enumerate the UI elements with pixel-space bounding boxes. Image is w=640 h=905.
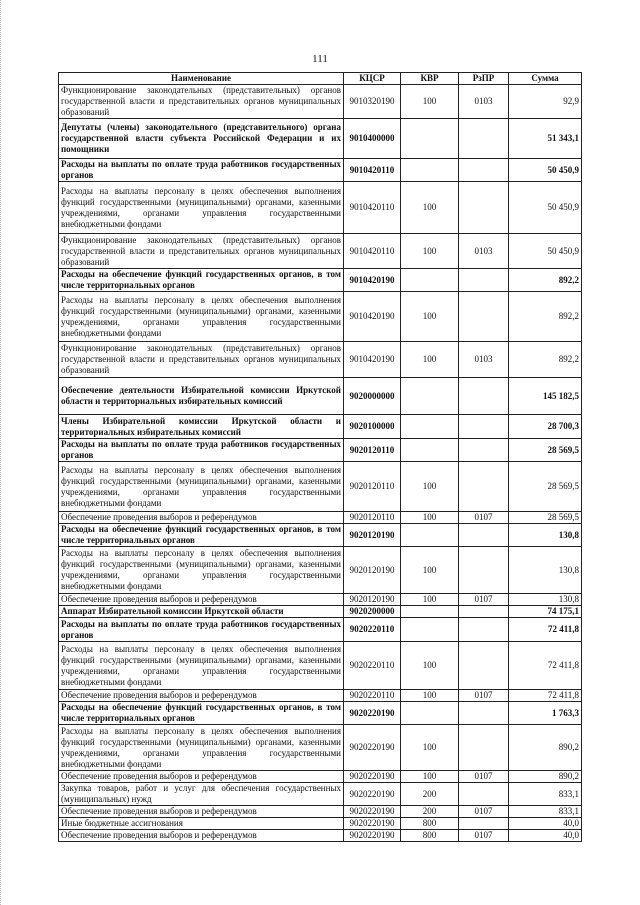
table-row <box>59 606 582 618</box>
cell-kcsr: 9010420190 <box>344 292 401 342</box>
cell-name: Иные бюджетные ассигнования <box>59 818 344 830</box>
page-number: 111 <box>312 53 328 65</box>
header-name: Наименование <box>59 73 344 85</box>
cell-rzpr <box>459 783 509 806</box>
cell-name: Расходы на выплаты персоналу в целях обеспечения выполнения функций государственными (муниципальными) органами, казенными учреждениями, органами управления государственными внебюджетными фондами <box>59 292 344 342</box>
cell-kvr <box>401 702 459 725</box>
cell-kvr: 100 <box>401 234 459 269</box>
cell-kcsr: 9020120190 <box>344 594 401 606</box>
cell-sum: 890,2 <box>509 771 582 783</box>
cell-name: Расходы на выплаты персоналу в целях обеспечения выполнения функций государственными (муниципальными) органами, казенными учреждениями, органами управления государственными внебюджетными фондами <box>59 182 344 234</box>
cell-kcsr: 9020100000 <box>344 415 401 439</box>
cell-sum: 1 763,3 <box>509 702 582 725</box>
cell-name: Расходы на выплаты по оплате труда работников государственных органов <box>59 159 344 182</box>
cell-sum: 50 450,9 <box>509 234 582 269</box>
cell-kcsr: 9020220190 <box>344 806 401 818</box>
cell-rzpr <box>459 119 509 159</box>
table-row <box>59 771 582 783</box>
cell-sum: 28 700,3 <box>509 415 582 439</box>
table-header-row <box>59 73 582 85</box>
cell-rzpr <box>459 159 509 182</box>
cell-sum: 892,2 <box>509 342 582 378</box>
cell-kvr: 100 <box>401 85 459 119</box>
cell-sum: 145 182,5 <box>509 378 582 415</box>
cell-rzpr: 0107 <box>459 830 509 842</box>
table-row <box>59 618 582 642</box>
cell-name: Расходы на выплаты по оплате труда работников государственных органов <box>59 439 344 462</box>
header-kvr: КВР <box>401 73 459 85</box>
cell-kcsr: 9020120190 <box>344 547 401 594</box>
cell-kcsr: 9020220110 <box>344 642 401 690</box>
cell-kcsr: 9010400000 <box>344 119 401 159</box>
cell-name: Обеспечение проведения выборов и референдумов <box>59 690 344 702</box>
cell-name: Функционирование законодательных (представительных) органов государственной власти и представительных органов муниципальных образований <box>59 234 344 269</box>
cell-sum: 890,2 <box>509 725 582 771</box>
cell-kcsr: 9020000000 <box>344 378 401 415</box>
cell-kcsr: 9010420110 <box>344 182 401 234</box>
cell-sum: 833,1 <box>509 783 582 806</box>
cell-name: Расходы на выплаты персоналу в целях обеспечения выполнения функций государственными (муниципальными) органами, казенными учреждениями, органами управления государственными внебюджетными фондами <box>59 462 344 512</box>
cell-sum: 28 569,5 <box>509 462 582 512</box>
table-row <box>59 462 582 512</box>
cell-rzpr: 0107 <box>459 771 509 783</box>
cell-name: Расходы на обеспечение функций государственных органов, в том числе территориальных органов <box>59 269 344 292</box>
cell-sum: 833,1 <box>509 806 582 818</box>
cell-name: Обеспечение проведения выборов и референдумов <box>59 806 344 818</box>
cell-kcsr: 9010420110 <box>344 234 401 269</box>
table-row <box>59 182 582 234</box>
table-row <box>59 524 582 547</box>
cell-sum: 50 450,9 <box>509 159 582 182</box>
cell-kvr: 100 <box>401 512 459 524</box>
cell-rzpr: 0103 <box>459 85 509 119</box>
table-row <box>59 85 582 119</box>
cell-rzpr <box>459 182 509 234</box>
cell-kvr: 100 <box>401 771 459 783</box>
table-row <box>59 512 582 524</box>
table-row <box>59 642 582 690</box>
cell-rzpr: 0107 <box>459 512 509 524</box>
cell-name: Расходы на выплаты персоналу в целях обеспечения выполнения функций государственными (муниципальными) органами, казенными учреждениями, органами управления государственными внебюджетными фондами <box>59 642 344 690</box>
cell-name: Члены Избирательной комиссии Иркутской области и территориальных избирательных комиссий <box>59 415 344 439</box>
cell-rzpr <box>459 439 509 462</box>
cell-kvr <box>401 159 459 182</box>
cell-rzpr <box>459 378 509 415</box>
cell-name: Обеспечение проведения выборов и референдумов <box>59 594 344 606</box>
cell-rzpr <box>459 642 509 690</box>
cell-sum: 72 411,8 <box>509 618 582 642</box>
cell-rzpr <box>459 702 509 725</box>
cell-rzpr <box>459 606 509 618</box>
cell-kcsr: 9020220190 <box>344 818 401 830</box>
cell-sum: 130,8 <box>509 547 582 594</box>
table-row <box>59 690 582 702</box>
cell-kvr: 800 <box>401 830 459 842</box>
cell-kvr <box>401 119 459 159</box>
header-kcsr: КЦСР <box>344 73 401 85</box>
cell-rzpr <box>459 618 509 642</box>
cell-rzpr <box>459 415 509 439</box>
table-row <box>59 594 582 606</box>
table-row <box>59 783 582 806</box>
table-row <box>59 725 582 771</box>
table-row <box>59 342 582 378</box>
cell-kvr <box>401 439 459 462</box>
cell-name: Функционирование законодательных (представительных) органов государственной власти и представительных органов муниципальных образований <box>59 342 344 378</box>
cell-rzpr <box>459 462 509 512</box>
cell-kvr <box>401 618 459 642</box>
cell-sum: 892,2 <box>509 292 582 342</box>
cell-kcsr: 9020220190 <box>344 830 401 842</box>
cell-kvr: 100 <box>401 690 459 702</box>
cell-rzpr <box>459 547 509 594</box>
cell-kvr: 100 <box>401 725 459 771</box>
cell-kvr: 100 <box>401 292 459 342</box>
cell-rzpr: 0103 <box>459 342 509 378</box>
cell-kvr <box>401 415 459 439</box>
cell-name: Обеспечение проведения выборов и референдумов <box>59 512 344 524</box>
cell-sum: 72 411,8 <box>509 642 582 690</box>
cell-kcsr: 9010420110 <box>344 159 401 182</box>
cell-kvr: 100 <box>401 594 459 606</box>
header-sum: Сумма <box>509 73 582 85</box>
cell-kvr: 100 <box>401 342 459 378</box>
cell-kcsr: 9020120110 <box>344 512 401 524</box>
cell-sum: 74 175,1 <box>509 606 582 618</box>
cell-name: Расходы на выплаты персоналу в целях обеспечения выполнения функций государственными (муниципальными) органами, казенными учреждениями, органами управления государственными внебюджетными фондами <box>59 725 344 771</box>
table-row <box>59 830 582 842</box>
table-row <box>59 818 582 830</box>
cell-sum: 51 343,1 <box>509 119 582 159</box>
cell-name: Расходы на выплаты персоналу в целях обеспечения выполнения функций государственными (муниципальными) органами, казенными учреждениями, органами управления государственными внебюджетными фондами <box>59 547 344 594</box>
cell-rzpr: 0103 <box>459 234 509 269</box>
cell-kcsr: 9020220190 <box>344 771 401 783</box>
cell-name: Закупка товаров, работ и услуг для обеспечения государственных (муниципальных) нужд <box>59 783 344 806</box>
cell-kvr <box>401 269 459 292</box>
table-row <box>59 269 582 292</box>
cell-kvr <box>401 606 459 618</box>
table-row <box>59 415 582 439</box>
cell-kvr: 100 <box>401 182 459 234</box>
cell-sum: 892,2 <box>509 269 582 292</box>
cell-kvr: 100 <box>401 642 459 690</box>
cell-name: Расходы на обеспечение функций государственных органов, в том числе территориальных органов <box>59 702 344 725</box>
cell-sum: 130,8 <box>509 594 582 606</box>
table-row <box>59 119 582 159</box>
cell-kcsr: 9020220190 <box>344 783 401 806</box>
cell-sum: 72 411,8 <box>509 690 582 702</box>
cell-kcsr: 9020220190 <box>344 702 401 725</box>
table-row <box>59 292 582 342</box>
cell-rzpr <box>459 269 509 292</box>
cell-kcsr: 9020120110 <box>344 462 401 512</box>
cell-kvr: 800 <box>401 818 459 830</box>
cell-kcsr: 9010420190 <box>344 269 401 292</box>
cell-kvr <box>401 524 459 547</box>
table-row <box>59 234 582 269</box>
cell-kcsr: 9010320190 <box>344 85 401 119</box>
cell-name: Депутаты (члены) законодательного (представительного) органа государственной власти субъекта Российской Федерации и их помощники <box>59 119 344 159</box>
cell-kvr: 200 <box>401 783 459 806</box>
cell-name: Расходы на выплаты по оплате труда работников государственных органов <box>59 618 344 642</box>
table-row <box>59 159 582 182</box>
cell-name: Аппарат Избирательной комиссии Иркутской области <box>59 606 344 618</box>
cell-name: Обеспечение деятельности Избирательной комиссии Иркутской области и территориальных избирательных комиссий <box>59 378 344 415</box>
cell-kvr: 100 <box>401 462 459 512</box>
cell-kvr: 100 <box>401 547 459 594</box>
table-row <box>59 378 582 415</box>
cell-rzpr: 0107 <box>459 690 509 702</box>
cell-sum: 92,9 <box>509 85 582 119</box>
cell-rzpr <box>459 524 509 547</box>
header-rzpr: РзПР <box>459 73 509 85</box>
cell-rzpr: 0107 <box>459 806 509 818</box>
cell-kvr: 200 <box>401 806 459 818</box>
cell-rzpr <box>459 292 509 342</box>
cell-sum: 130,8 <box>509 524 582 547</box>
table-row <box>59 439 582 462</box>
cell-kcsr: 9020220110 <box>344 690 401 702</box>
table-body <box>59 85 582 842</box>
cell-name: Расходы на обеспечение функций государственных органов, в том числе территориальных органов <box>59 524 344 547</box>
cell-kcsr: 9020200000 <box>344 606 401 618</box>
cell-kcsr: 9010420190 <box>344 342 401 378</box>
cell-rzpr <box>459 725 509 771</box>
cell-sum: 40,0 <box>509 830 582 842</box>
cell-kcsr: 9020120190 <box>344 524 401 547</box>
cell-sum: 28 569,5 <box>509 512 582 524</box>
cell-sum: 50 450,9 <box>509 182 582 234</box>
cell-rzpr <box>459 818 509 830</box>
cell-kcsr: 9020220110 <box>344 618 401 642</box>
cell-sum: 40,0 <box>509 818 582 830</box>
budget-table <box>58 72 582 842</box>
scan-edge <box>0 0 5 905</box>
cell-name: Функционирование законодательных (представительных) органов государственной власти и представительных органов муниципальных образований <box>59 85 344 119</box>
table-row <box>59 547 582 594</box>
cell-name: Обеспечение проведения выборов и референдумов <box>59 771 344 783</box>
table-row <box>59 702 582 725</box>
cell-sum: 28 569,5 <box>509 439 582 462</box>
cell-name: Обеспечение проведения выборов и референдумов <box>59 830 344 842</box>
table-row <box>59 806 582 818</box>
cell-kvr <box>401 378 459 415</box>
cell-kcsr: 9020120110 <box>344 439 401 462</box>
cell-rzpr: 0107 <box>459 594 509 606</box>
cell-kcsr: 9020220190 <box>344 725 401 771</box>
